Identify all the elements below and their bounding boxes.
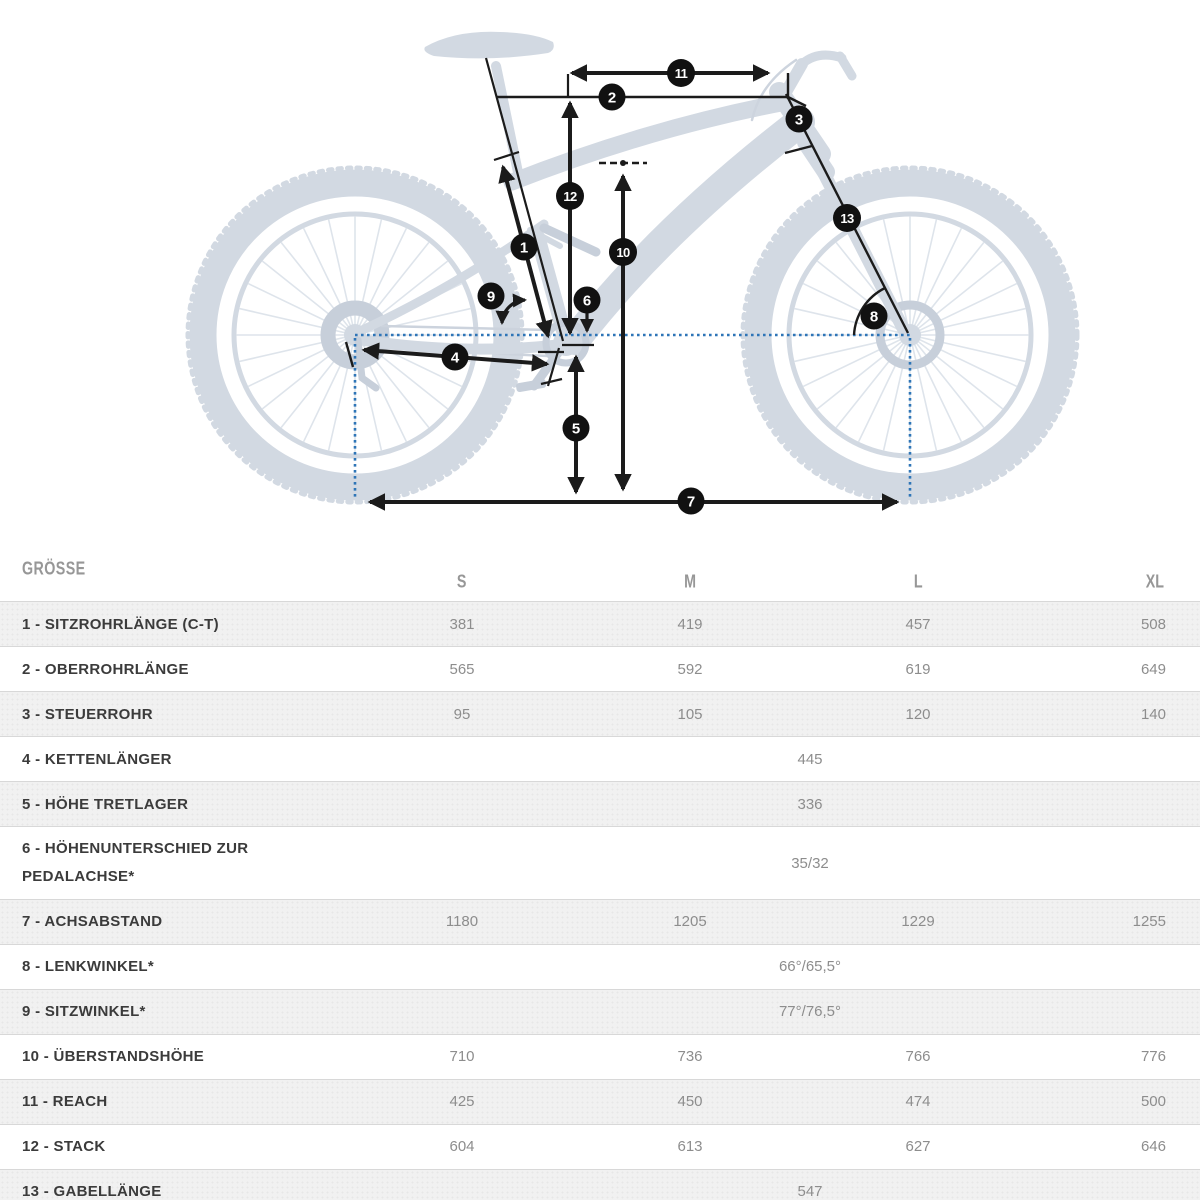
svg-text:5: 5: [571, 420, 581, 438]
measurement-label: 1 - SITZROHRLÄNGE (C-T): [22, 615, 219, 633]
measurement-label: 4 - KETTENLÄNGER: [22, 750, 172, 768]
measurement-label: 12 - STACK: [22, 1138, 106, 1156]
measurement-badge-5: [563, 415, 590, 442]
measurement-label: 10 - ÜBERSTANDSHÖHE: [22, 1048, 205, 1066]
value-xl: 500: [1140, 1093, 1166, 1111]
value-l: 619: [905, 660, 931, 678]
table-row: [0, 1079, 1200, 1124]
table-row: [0, 944, 1200, 989]
measurement-badge-13: [833, 204, 861, 232]
svg-text:1: 1: [519, 239, 529, 257]
value-all-sizes: 35/32: [791, 854, 829, 872]
svg-text:7: 7: [686, 493, 696, 511]
value-xl: 1255: [1132, 913, 1166, 931]
value-all-sizes: 445: [797, 750, 823, 768]
value-xl: 140: [1140, 705, 1166, 723]
table-row: [0, 646, 1200, 691]
table-row: [0, 1124, 1200, 1169]
value-all-sizes: 66°/65,5°: [778, 958, 842, 976]
value-m: 1205: [673, 913, 707, 931]
value-s: 381: [449, 615, 475, 633]
measurement-badge-9: [478, 283, 505, 310]
value-all-sizes: 547: [797, 1183, 823, 1200]
svg-text:3: 3: [794, 111, 804, 129]
svg-text:8: 8: [869, 308, 879, 326]
value-xl: 776: [1140, 1048, 1166, 1066]
table-header-row: [0, 545, 1200, 601]
value-s: 710: [449, 1048, 475, 1066]
value-l: 1229: [901, 913, 935, 931]
svg-text:13: 13: [840, 210, 854, 226]
value-m: 592: [677, 660, 703, 678]
bike-geometry-diagram: [0, 0, 1200, 540]
header-size-xl: XL: [1146, 571, 1165, 593]
table-row: [0, 736, 1200, 781]
value-l: 474: [905, 1093, 931, 1111]
table-row: [0, 1034, 1200, 1079]
size-column-header: GRÖSSE: [22, 558, 86, 579]
value-s: 95: [453, 705, 471, 723]
measurement-badge-12: [556, 182, 584, 210]
header-size-s: S: [457, 571, 467, 593]
header-size-m: M: [684, 571, 696, 593]
measurement-label: 13 - GABELLÄNGE: [22, 1183, 162, 1200]
geometry-table: [0, 545, 1200, 1200]
value-l: 457: [905, 615, 931, 633]
value-m: 450: [677, 1093, 703, 1111]
value-all-sizes: 336: [797, 795, 823, 813]
measurement-label: 11 - REACH: [22, 1093, 108, 1111]
measurement-badge-7: [678, 488, 705, 515]
measurement-badge-4: [442, 344, 469, 371]
value-s: 565: [449, 660, 475, 678]
header-size-l: L: [913, 571, 923, 593]
measurement-label: 5 - HÖHE TRETLAGER: [22, 795, 189, 813]
svg-text:2: 2: [607, 89, 617, 107]
svg-text:9: 9: [486, 288, 496, 306]
value-s: 1180: [445, 913, 479, 931]
standover-dot: [620, 160, 626, 166]
measurement-label: 2 - OBERROHRLÄNGE: [22, 660, 189, 678]
value-m: 419: [677, 615, 703, 633]
table-row: [0, 1169, 1200, 1200]
measurement-badge-11: [667, 59, 695, 87]
measurement-label: 8 - LENKWINKEL*: [22, 958, 154, 976]
table-row: [0, 601, 1200, 646]
svg-text:11: 11: [674, 65, 688, 81]
value-s: 604: [449, 1138, 475, 1156]
measurement-badge-8: [861, 303, 888, 330]
value-l: 766: [905, 1048, 931, 1066]
measurement-label: 3 - STEUERROHR: [22, 705, 153, 723]
measurement-badge-1: [511, 234, 538, 261]
table-row: [0, 691, 1200, 736]
measurement-label: 9 - SITZWINKEL*: [22, 1003, 146, 1021]
value-m: 105: [677, 705, 703, 723]
value-all-sizes: 77°/76,5°: [778, 1003, 842, 1021]
measurement-badge-6: [574, 287, 601, 314]
measurement-badge-10: [609, 238, 637, 266]
value-s: 425: [449, 1093, 475, 1111]
svg-text:6: 6: [582, 292, 592, 310]
value-l: 627: [905, 1138, 931, 1156]
measurement-label: 7 - ACHSABSTAND: [22, 913, 163, 931]
svg-text:10: 10: [616, 244, 630, 260]
value-l: 120: [905, 705, 931, 723]
measurement-badge-3: [786, 106, 813, 133]
value-xl: 508: [1140, 615, 1166, 633]
table-row: [0, 989, 1200, 1034]
measurement-label: 6 - HÖHENUNTERSCHIED ZUR PEDALACHSE*: [22, 840, 249, 886]
value-xl: 646: [1140, 1138, 1166, 1156]
bike-illustration: [188, 32, 1077, 502]
value-m: 613: [677, 1138, 703, 1156]
value-xl: 649: [1140, 660, 1166, 678]
svg-text:4: 4: [450, 349, 460, 367]
table-row: [0, 899, 1200, 944]
measurement-badge-2: [599, 84, 626, 111]
value-m: 736: [677, 1048, 703, 1066]
table-row: [0, 781, 1200, 826]
svg-text:12: 12: [563, 188, 577, 204]
table-row: [0, 826, 1200, 899]
